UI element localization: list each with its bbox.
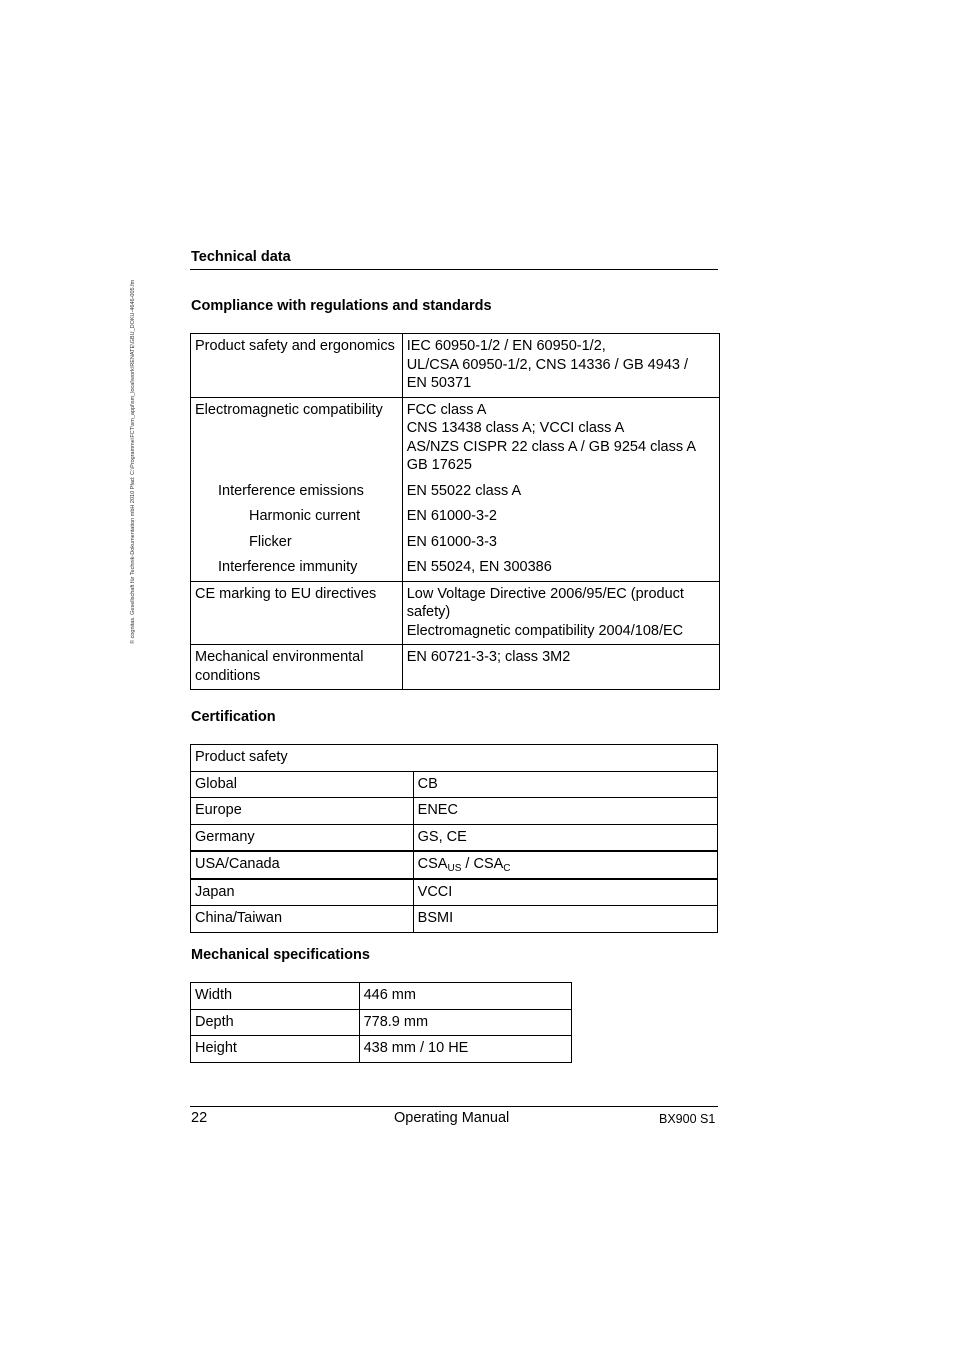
page-number: 22 xyxy=(191,1110,208,1126)
table-row xyxy=(191,879,718,906)
table-row xyxy=(191,397,720,479)
compliance-value: EN 61000-3-3 xyxy=(406,533,497,550)
compliance-value: EN 55022 class A xyxy=(406,482,522,499)
compliance-value xyxy=(403,398,719,479)
compliance-sublabel: Interference emissions xyxy=(218,482,364,499)
certification-mark: BSMI xyxy=(417,910,454,926)
value-line: GB 17625 xyxy=(406,457,472,473)
table-row xyxy=(191,479,720,505)
certification-region: USA/Canada xyxy=(195,856,280,872)
value-line: Low Voltage Directive 2006/95/EC (product safety) xyxy=(406,585,684,620)
table-row xyxy=(191,1009,572,1036)
compliance-value xyxy=(403,334,719,397)
compliance-value: EN 61000-3-2 xyxy=(406,508,497,524)
mark-subscript: US xyxy=(447,863,462,874)
value-line: IEC 60950-1/2 / EN 60950-1/2, xyxy=(406,338,606,354)
mark-text: CSA xyxy=(417,856,448,872)
running-header-title: Technical data xyxy=(191,249,291,265)
footer-product-name: BX900 S1 xyxy=(659,1112,716,1126)
mechanical-value: 446 mm xyxy=(363,987,416,1003)
table-row xyxy=(191,798,718,825)
mark-subscript: C xyxy=(503,863,511,874)
table-row xyxy=(191,504,720,530)
mark-text: / CSA xyxy=(461,856,504,872)
mechanical-label: Depth xyxy=(195,1013,234,1030)
compliance-label: Product safety and ergonomics xyxy=(195,338,395,354)
certification-mark: CB xyxy=(417,775,438,792)
footer-manual-title: Operating Manual xyxy=(394,1110,510,1126)
certification-mark: ENEC xyxy=(417,802,458,818)
value-line: FCC class A xyxy=(406,401,487,418)
certification-mark: VCCI xyxy=(417,883,453,900)
compliance-label: CE marking to EU directives xyxy=(195,585,377,602)
table-row xyxy=(191,530,720,556)
value-line: AS/NZS CISPR 22 class A / GB 9254 class A xyxy=(406,438,697,455)
mechanical-value: 778.9 mm xyxy=(363,1013,429,1030)
certification-table-header: Product safety xyxy=(195,749,288,765)
compliance-value: EN 55024, EN 300386 xyxy=(406,559,552,575)
compliance-sublabel: Interference immunity xyxy=(218,559,358,575)
table-row xyxy=(191,851,718,879)
table-row xyxy=(191,906,718,933)
compliance-heading: Compliance with regulations and standards xyxy=(191,298,492,314)
table-row xyxy=(191,555,720,581)
mechanical-label: Width xyxy=(195,987,233,1003)
mechanical-table xyxy=(190,982,572,1063)
margin-copyright-note xyxy=(124,240,136,650)
certification-region: Europe xyxy=(195,802,242,818)
table-row xyxy=(191,334,720,398)
header-rule xyxy=(190,269,718,270)
certification-region: Germany xyxy=(195,828,255,845)
value-line: UL/CSA 60950-1/2, CNS 14336 / GB 4943 / xyxy=(406,356,689,373)
certification-mark: GS, CE xyxy=(417,828,467,845)
table-row xyxy=(191,581,720,645)
table-row xyxy=(191,1036,572,1063)
certification-table xyxy=(190,744,718,933)
certification-region: China/Taiwan xyxy=(195,910,283,926)
footer-rule xyxy=(190,1106,718,1107)
value-line: Electromagnetic compatibility 2004/108/EC xyxy=(406,622,684,639)
certification-region: Global xyxy=(195,775,237,792)
value-line: CNS 13438 class A; VCCI class A xyxy=(406,420,625,436)
certification-heading: Certification xyxy=(191,709,276,725)
mechanical-label: Height xyxy=(195,1040,237,1056)
table-row xyxy=(191,645,720,690)
compliance-sublabel: Harmonic current xyxy=(249,508,361,524)
table-row xyxy=(191,771,718,798)
compliance-value xyxy=(403,582,719,645)
table-row xyxy=(191,983,572,1010)
margin-copyright-text: © cognitas. Gesellschaft für Technik-Dokumentation mbH 2010 Pfad: C:\Programme\FCT\sm_appl\sm_local\work\RENATE\GBU_DOKU-4646-005.fm xyxy=(130,279,136,644)
value-line: EN 50371 xyxy=(406,375,472,391)
table-row xyxy=(191,745,718,772)
compliance-value: EN 60721-3-3; class 3M2 xyxy=(406,649,571,665)
compliance-table xyxy=(190,333,720,690)
compliance-label: Electromagnetic compatibility xyxy=(195,401,383,418)
table-row xyxy=(191,824,718,851)
mechanical-heading: Mechanical specifications xyxy=(191,947,370,963)
compliance-label: Mechanical environmental conditions xyxy=(195,649,364,684)
mechanical-value: 438 mm / 10 HE xyxy=(363,1040,469,1056)
certification-region: Japan xyxy=(195,883,235,900)
certification-mark xyxy=(414,852,717,878)
compliance-sublabel: Flicker xyxy=(249,533,292,550)
